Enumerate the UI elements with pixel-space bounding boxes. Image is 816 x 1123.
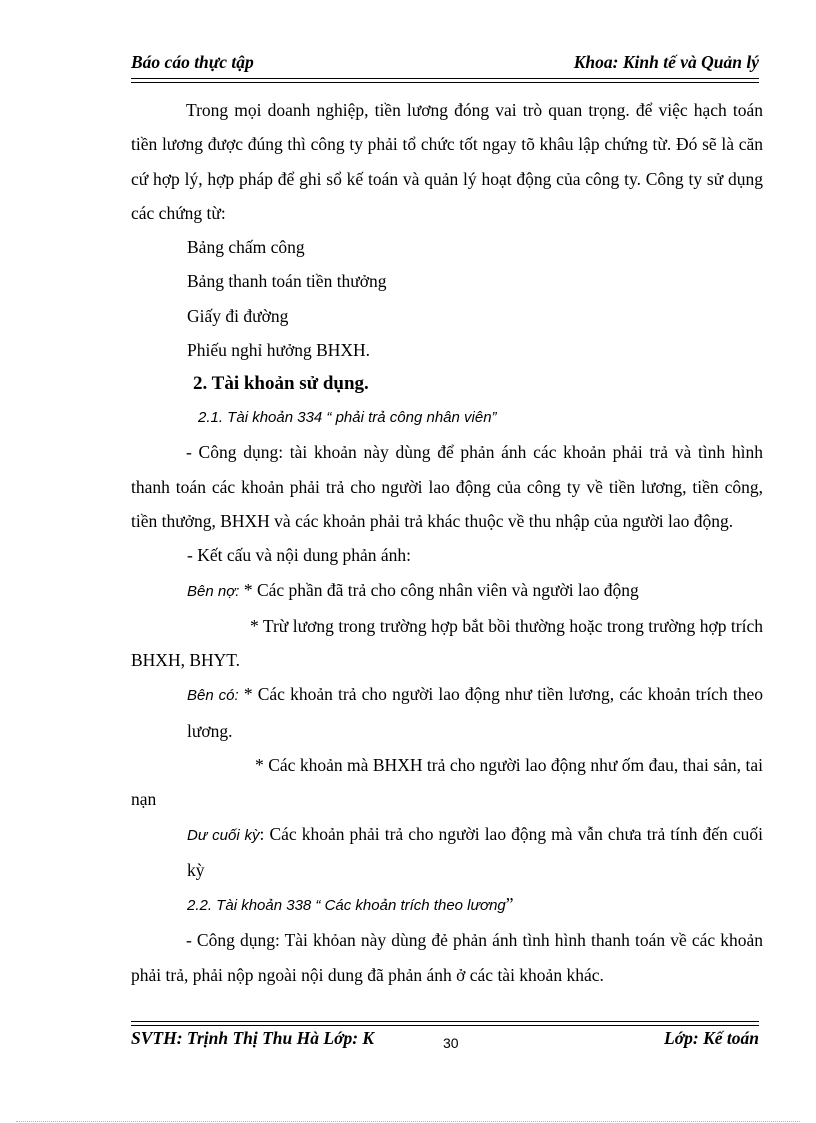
footer-class: Lớp: Kế toán — [664, 1028, 759, 1048]
debit-line-1 — [131, 573, 763, 609]
document-item-1: Bảng chấm công — [187, 237, 305, 258]
header-faculty: Khoa: Kinh tế và Quản lý — [573, 52, 759, 72]
section-heading: 2. Tài khoản sử dụng. — [193, 373, 369, 395]
page-header — [131, 52, 759, 78]
page-footer — [131, 1028, 759, 1054]
header-report-title: Báo cáo thực tập — [131, 52, 254, 72]
subsection-334-title: 2.1. Tài khoản 334 “ phải trả công nhân viên” — [198, 409, 497, 427]
credit-label: Bên có: — [187, 687, 239, 705]
balance-label: Dư cuối kỳ — [187, 826, 260, 844]
credit-line-2: * Các khoản mà BHXH trả cho người lao động như ốm đau, thai sản, tai nạn — [131, 755, 763, 810]
subsection-338-text: 2.2. Tài khoản 338 “ Các khoản trích theo lương — [187, 897, 506, 915]
footer-student: SVTH: Trịnh Thị Thu Hà Lớp: K — [131, 1028, 375, 1048]
structure-label: - Kết cấu và nội dung phản ánh: — [187, 545, 412, 566]
header-rule — [131, 78, 759, 79]
debit-label: Bên nợ: — [187, 582, 240, 600]
document-item-4: Phiếu nghỉ hưởng BHXH. — [187, 340, 371, 361]
account-334-usage: - Công dụng: tài khoản này dùng để phản ánh các khoản phải trả và tình hình thanh toán các khoản phải trả cho người lao động của công ty về tiền lương, tiền công, tiền thưởng, BHXH và các khoản phải trả khác thuộc về thu nhập của người lao động. — [131, 442, 763, 531]
intro-paragraph: Trong mọi doanh nghiệp, tiền lương đóng vai trò quan trọng. để việc hạch toán tiền lương được đúng thì công ty phải tổ chức tốt ngay tõ khâu lập chứng từ. Đó sẽ là căn cứ hợp lý, hợp pháp để ghi sổ kế toán và quản lý hoạt động của công ty. Công ty sử dụng các chứng từ: — [131, 100, 763, 223]
credit-text-1: * Các khoản trả cho người lao động như tiền lương, các khoản trích theo lương. — [187, 684, 763, 741]
page-bottom-edge — [16, 1121, 800, 1122]
footer-rule — [131, 1025, 759, 1026]
subsection-338-quote: ” — [505, 894, 514, 915]
subsection-338-title — [131, 887, 763, 923]
debit-line-2: * Trừ lương trong trường hợp bắt bồi thường hoặc trong trường hợp trích BHXH, BHYT. — [131, 615, 763, 671]
header-rule-thin — [131, 82, 759, 83]
document-item-2: Bảng thanh toán tiền thưởng — [187, 271, 387, 292]
debit-text-1: * Các phần đã trả cho công nhân viên và người lao động — [239, 579, 639, 600]
footer-rule-thin — [131, 1021, 759, 1022]
account-338-usage: - Công dụng: Tài khỏan này dùng đẻ phản ánh tình hình thanh toán về các khoản phải trả, phải nộp ngoài nội dung đã phản ánh ở các tài khoản khác. — [131, 930, 763, 985]
balance-text: : Các khoản phải trả cho người lao động mà vẫn chưa trả tính đến cuối kỳ — [187, 823, 763, 880]
credit-line-1 — [131, 677, 763, 748]
page-number: 30 — [443, 1035, 459, 1051]
document-item-3: Giấy đi đường — [187, 305, 289, 326]
balance-line — [131, 817, 763, 888]
document-body — [131, 93, 763, 992]
